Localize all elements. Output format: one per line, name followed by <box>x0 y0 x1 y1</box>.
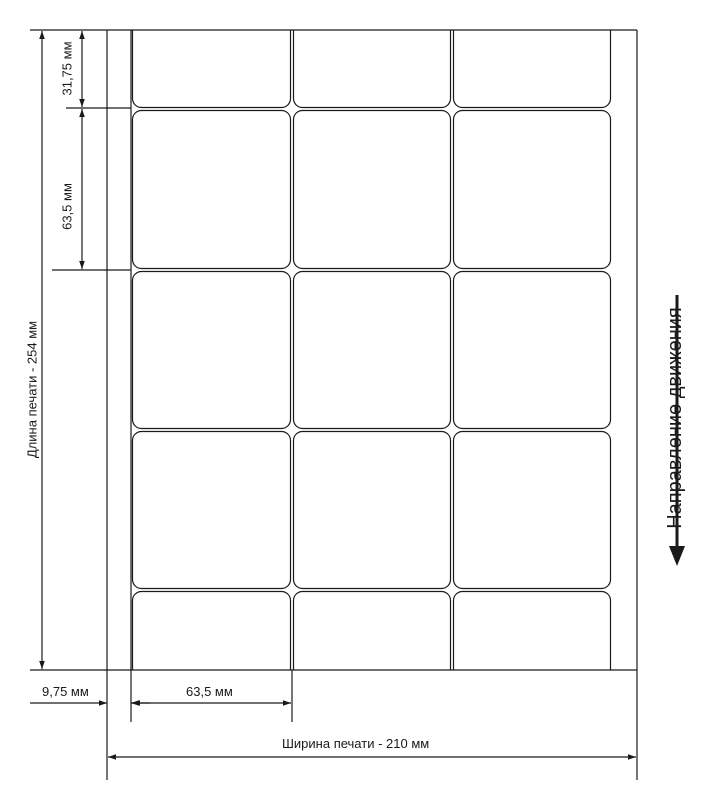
print-width-label: Ширина печати - 210 мм <box>282 736 430 751</box>
label-height-label: 63,5 мм <box>59 183 75 230</box>
print-length-label: Длина печати - 254 мм <box>24 320 40 459</box>
label-cell <box>133 272 291 429</box>
label-cell <box>294 272 451 429</box>
label-cell <box>454 432 611 589</box>
label-cell <box>454 0 611 108</box>
label-grid <box>133 0 611 749</box>
label-cell <box>454 111 611 269</box>
direction-arrow-head <box>669 546 685 566</box>
top-margin-label: 31,75 мм <box>59 41 75 96</box>
label-width-label: 63,5 мм <box>186 684 233 699</box>
label-cell <box>454 272 611 429</box>
label-cell <box>294 111 451 269</box>
label-cell <box>133 432 291 589</box>
label-cell <box>133 0 291 108</box>
label-cell <box>294 432 451 589</box>
label-cell <box>133 111 291 269</box>
label-cell <box>294 0 451 108</box>
direction-of-movement-label: Направление движения <box>664 307 686 529</box>
left-margin-label: 9,75 мм <box>42 684 89 699</box>
